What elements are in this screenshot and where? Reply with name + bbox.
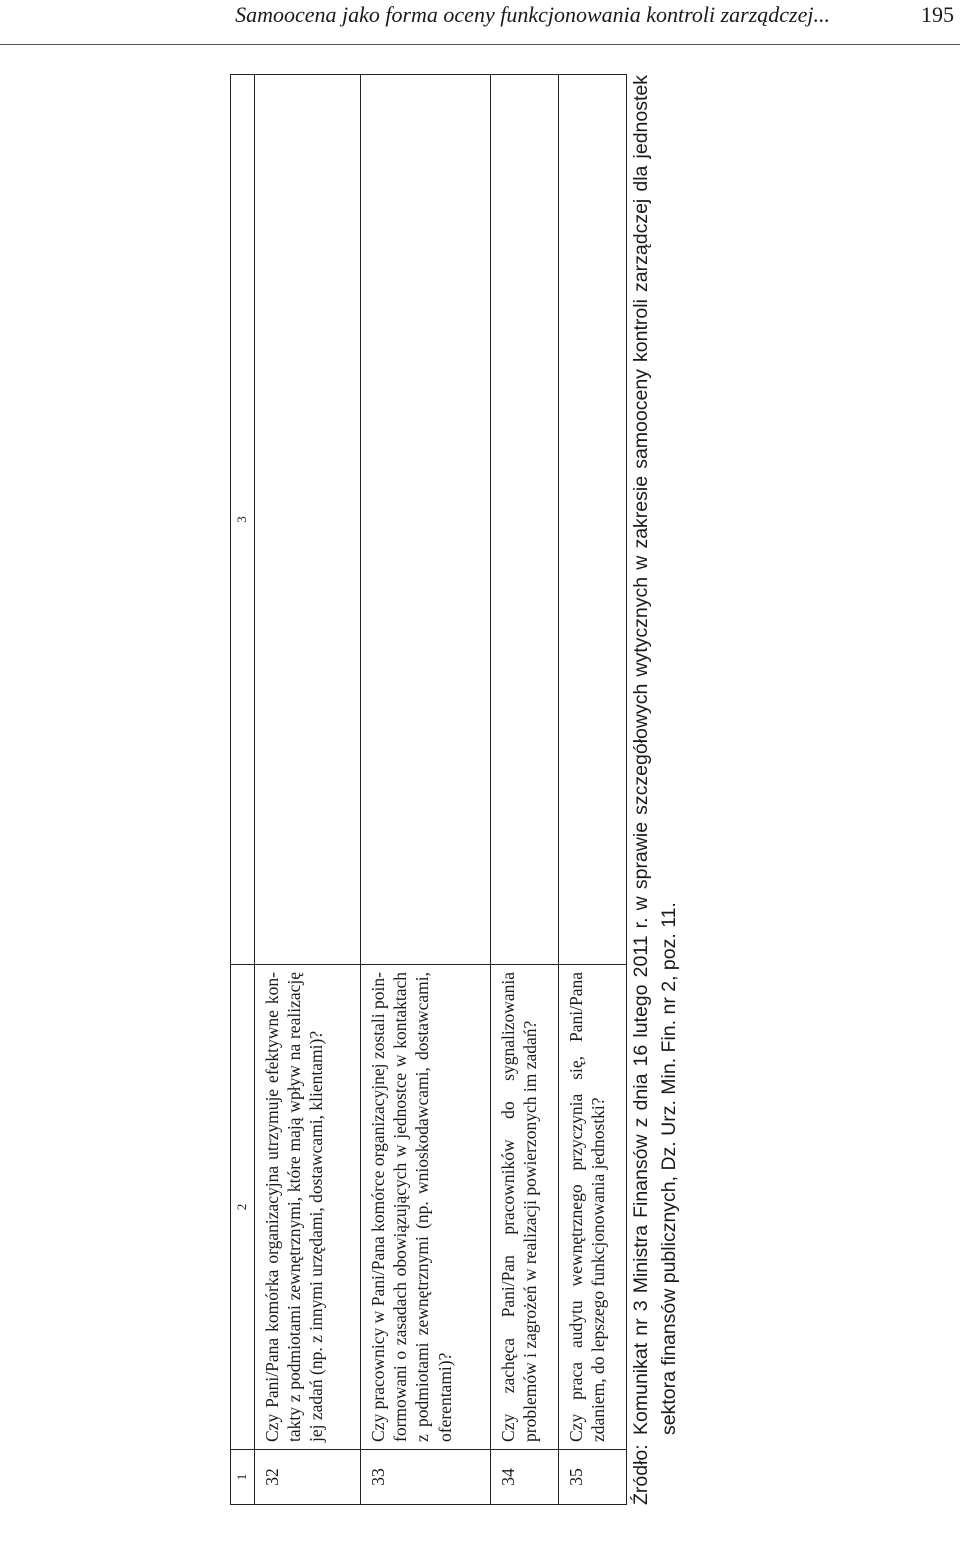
source-text: Komunikat nr 3 Ministra Finansów z dnia 16 lutego 2011 r. w sprawie szczegółowych wytycznych w zakresie samooceny kontroli zarządczej dla jednostek sektora finansów publicznych, Dz. Urz. Min. Fin. nr 2, poz. 11. (630, 75, 680, 1435)
rotated-table-block (230, 75, 680, 1505)
source-note (628, 75, 683, 1505)
column-header-number: 1 (231, 1450, 255, 1505)
row-number: 32 (254, 1450, 360, 1505)
answer-cell (254, 75, 360, 965)
table-row (360, 75, 490, 1505)
row-number: 33 (360, 1450, 490, 1505)
source-label: Źródło: (630, 1444, 652, 1505)
table-row (490, 75, 558, 1505)
question-text: Czy pracownicy w Pani/Pana komórce organizacyjnej zostali poin- formowani o zasadach obowiązujących w jednostce w kontaktach z podmiotami zewnętrznymi (np. wnioskodawcami, dostawcami, oferentami)? (360, 965, 490, 1450)
answer-cell (558, 75, 626, 965)
answer-cell (490, 75, 558, 965)
column-header-question: 2 (231, 965, 255, 1450)
column-header-answer: 3 (231, 75, 255, 965)
answer-cell (360, 75, 490, 965)
row-number: 35 (558, 1450, 626, 1505)
page-number: 195 (921, 2, 954, 27)
question-text: Czy Pani/Pana komórka organizacyjna utrzymuje efektywne kon- takty z podmiotami zewnętrznymi, które mają wpływ na realizację jej zadań (np. z innymi urzędami, dostawcami, klientami)? (254, 965, 360, 1450)
table-row (254, 75, 360, 1505)
running-title: Samoocena jako forma oceny funkcjonowania kontroli zarządczej... (235, 2, 830, 27)
table-row (558, 75, 626, 1505)
row-number: 34 (490, 1450, 558, 1505)
table-header-row (231, 75, 255, 1505)
running-header (0, 0, 960, 45)
survey-table (230, 74, 627, 1505)
question-text: Czy zachęca Pani/Pan pracowników do sygnalizowania problemów i zagrożeń w realizacji powierzonych im zadań? (490, 965, 558, 1450)
question-text: Czy praca audytu wewnętrznego przyczynia się, Pani/Pana zdaniem, do lepszego funkcjonowania jednostki? (558, 965, 626, 1450)
